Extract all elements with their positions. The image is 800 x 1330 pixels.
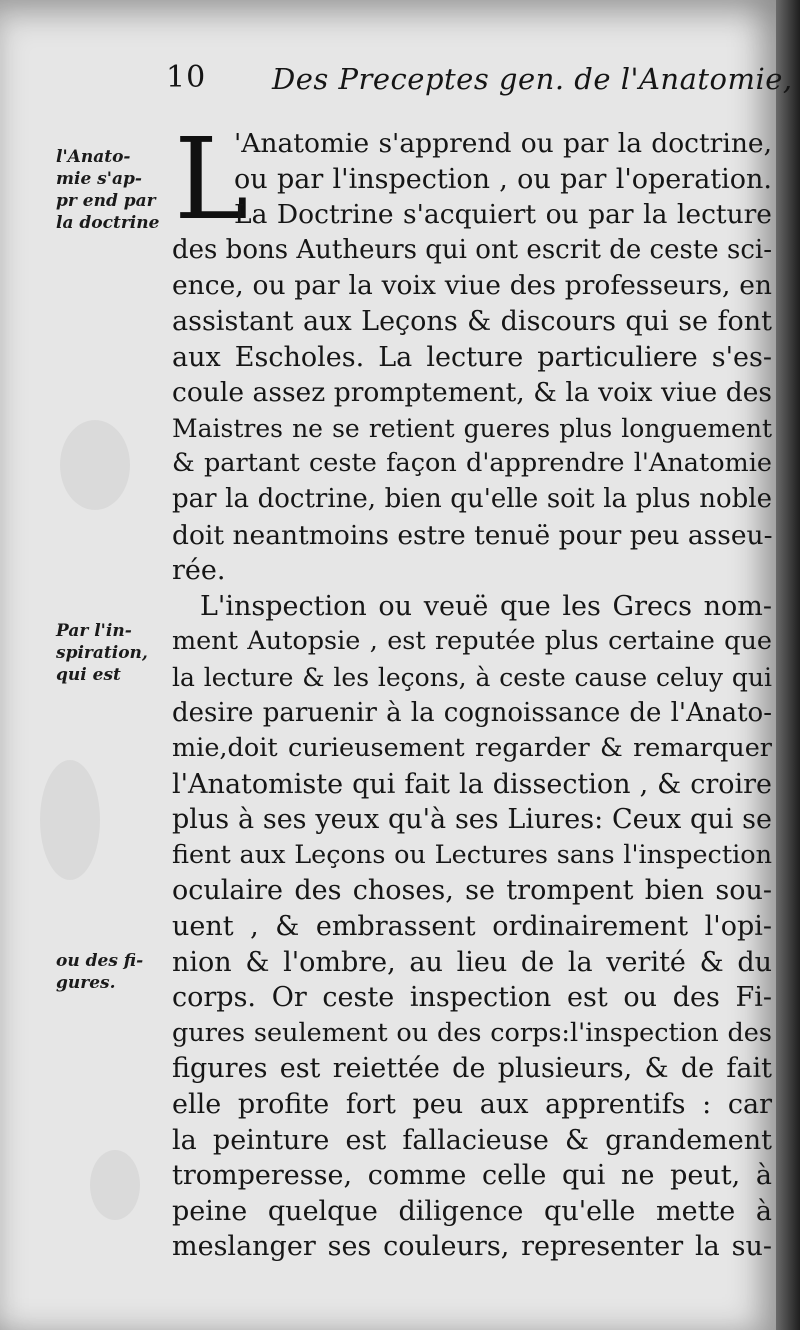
text-line: doit neantmoins estre tenuë pour peu asseu- (172, 519, 773, 551)
margin-note-line: la doctrine (56, 213, 160, 233)
paper-stain (60, 420, 130, 510)
text-line: & partant ceste façon d'apprendre l'Anatomie (172, 448, 772, 479)
text-line: figures est reiettée de plusieurs, & de fait (172, 1053, 772, 1085)
text-line: La Doctrine s'acquiert ou par la lecture (234, 199, 772, 231)
text-line: par la doctrine, bien qu'elle soit la plus noble (172, 483, 772, 514)
page-header (0, 54, 800, 104)
page-edge-shadow (776, 0, 800, 1330)
text-line: desire paruenir à la cognoissance de l'Anato- (172, 697, 772, 728)
paper-stain (40, 760, 100, 880)
text-line: meslanger ses couleurs, representer la su- (172, 1231, 772, 1263)
page-number: 10 (166, 60, 207, 95)
text-line: ment Autopsie , est reputée plus certaine que (172, 626, 772, 657)
margin-note-line: pr end par (56, 191, 156, 211)
margin-note-line: mie s'ap- (56, 169, 142, 189)
text-line: mie,doit curieusement regarder & remarquer (172, 733, 772, 764)
text-line: L'inspection ou veuë que les Grecs nom- (200, 590, 772, 622)
text-line: l'Anatomiste qui fait la dissection , & croire (172, 768, 772, 800)
running-head: Des Preceptes gen. de l'Anatomie, (272, 62, 793, 96)
text-line: la peinture est fallacieuse & grandement (172, 1124, 772, 1156)
margin-note-line: l'Anato- (56, 147, 131, 167)
drop-cap-initial: L (174, 115, 249, 245)
text-line: la lecture & les leçons, à ceste cause celuy qui (172, 662, 772, 692)
text-line: corps. Or ceste inspection est ou des Fi- (172, 982, 772, 1014)
text-line: elle profite fort peu aux apprentifs : car (172, 1089, 772, 1121)
text-line: fient aux Leçons ou Lectures sans l'inspection (172, 839, 772, 870)
text-line: plus à ses yeux qu'à ses Liures: Ceux qui se (172, 804, 772, 836)
body-text (172, 115, 773, 1265)
text-line: ence, ou par la voix viue des professeurs, en (172, 270, 772, 302)
text-line: uent , & embrassent ordinairement l'opi- (172, 911, 772, 943)
margin-note-line: spiration, (56, 643, 148, 663)
text-line: nion & l'ombre, au lieu de la verité & du (172, 946, 772, 978)
text-line: des bons Autheurs qui ont escrit de ceste sci- (172, 234, 772, 265)
text-line: gures seulement ou des corps:l'inspection des (172, 1017, 772, 1048)
text-line: 'Anatomie s'apprend ou par la doctrine, (234, 128, 772, 159)
text-line: assistant aux Leçons & discours qui se font (172, 305, 772, 337)
text-line: ou par l'inspection , ou par l'operation. (234, 163, 772, 195)
text-line: tromperesse, comme celle qui ne peut, à (172, 1160, 772, 1192)
margin-note-figures (56, 950, 168, 994)
margin-note-doctrine (56, 146, 168, 234)
text-line: aux Escholes. La lecture particuliere s'es- (172, 341, 772, 373)
margin-note-line: Par l'in- (56, 621, 132, 641)
margin-note-line: ou des fi- (56, 951, 144, 971)
text-line: rée. (172, 555, 226, 587)
margin-note-line: qui est (56, 665, 121, 685)
margin-note-inspiration (56, 620, 168, 686)
text-line: peine quelque diligence qu'elle mette à (172, 1195, 772, 1227)
text-line: oculaire des choses, se trompent bien sou- (172, 875, 772, 907)
text-line: coule assez promptement, & la voix viue des (172, 377, 772, 409)
margin-note-line: gures. (56, 973, 116, 993)
text-line: Maistres ne se retient gueres plus longuement (172, 413, 772, 443)
paper-stain (90, 1150, 140, 1220)
